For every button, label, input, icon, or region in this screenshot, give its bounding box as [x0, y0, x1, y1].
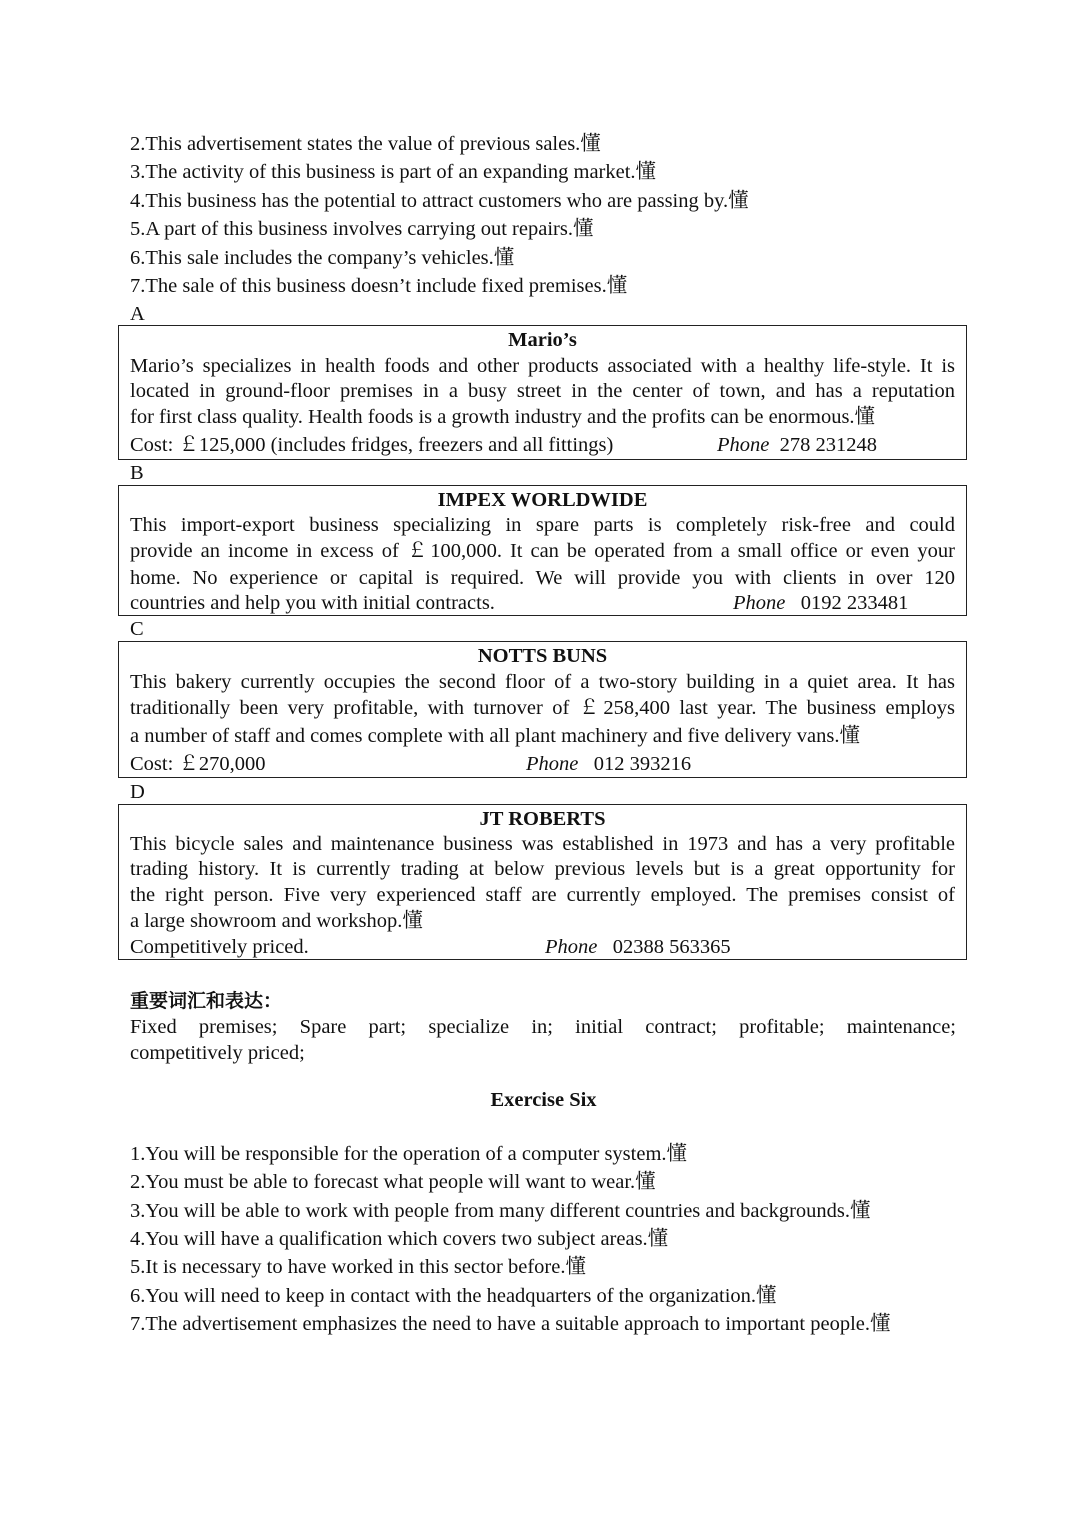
- ad-title: Mario’s: [508, 329, 577, 351]
- exercise-item: 4.You will have a qualification which covers two subject areas.懂: [130, 1228, 669, 1250]
- section-title: Exercise Six: [490, 1089, 597, 1111]
- ad-letter-c: C: [130, 618, 144, 640]
- ad-cost: Cost: ￡270,000: [130, 753, 266, 775]
- phone-number: 0192 233481: [800, 592, 909, 614]
- ad-text-line: This bicycle sales and maintenance business was established in 1973 and has a very profitable: [130, 833, 955, 855]
- phone-label: Phone: [733, 592, 786, 614]
- question-item: 2.This advertisement states the value of previous sales.懂: [130, 133, 601, 155]
- ad-cost: Competitively priced.: [130, 936, 309, 958]
- ad-text-line: for first class quality. Health foods is a growth industry and the profits can be enormous.懂: [130, 406, 876, 428]
- exercise-item: 3.You will be able to work with people from many different countries and backgrounds.懂: [130, 1200, 871, 1222]
- ad-box-impex-worldwide: [118, 485, 967, 616]
- ad-text-line: a number of staff and comes complete with all plant machinery and five delivery vans.懂: [130, 725, 860, 747]
- ad-letter-b: B: [130, 462, 144, 484]
- phone-number: 012 393216: [593, 753, 692, 775]
- ad-text-line: a large showroom and workshop.懂: [130, 910, 423, 932]
- vocab-line: competitively priced;: [130, 1042, 305, 1064]
- vocab-heading: 重要词汇和表达：: [130, 990, 283, 1012]
- ad-box-marios: [118, 325, 967, 460]
- ad-text-line: This import-export business specializing in spare parts is completely risk-free and could: [130, 514, 955, 536]
- question-item: 5.A part of this business involves carrying out repairs.懂: [130, 218, 594, 240]
- ad-phone: [733, 591, 908, 615]
- ad-title: IMPEX WORLDWIDE: [437, 489, 648, 511]
- phone-label: Phone: [717, 434, 770, 456]
- ad-phone: [526, 752, 691, 776]
- ad-text-line: This bakery currently occupies the second floor of a two-story building in a quiet area. It has: [130, 671, 955, 693]
- ad-cost: Cost: ￡125,000 (includes fridges, freezers and all fittings): [130, 434, 614, 456]
- ad-box-jt-roberts: [118, 804, 967, 960]
- question-item: 4.This business has the potential to attract customers who are passing by.懂: [130, 190, 749, 212]
- question-item: 6.This sale includes the company’s vehicles.懂: [130, 247, 515, 269]
- exercise-item: 7.The advertisement emphasizes the need to have a suitable approach to important people.懂: [130, 1313, 891, 1335]
- exercise-item: 6.You will need to keep in contact with the headquarters of the organization.懂: [130, 1285, 777, 1307]
- ad-text-line: traditionally been very profitable, with turnover of ￡258,400 last year. The business employs: [130, 697, 955, 719]
- exercise-item: 1.You will be responsible for the operation of a computer system.懂: [130, 1143, 688, 1165]
- vocab-line: Fixed premises; Spare part; specialize in; initial contract; profitable; maintenance;: [130, 1016, 956, 1038]
- ad-title: JT ROBERTS: [479, 808, 606, 830]
- ad-text-line: located in ground-floor premises in a busy street in the center of town, and has a reputation: [130, 380, 955, 402]
- phone-label: Phone: [526, 753, 579, 775]
- ad-title: NOTTS BUNS: [477, 645, 608, 667]
- ad-letter-a: A: [130, 303, 145, 325]
- ad-letter-d: D: [130, 781, 145, 803]
- phone-label: Phone: [545, 936, 598, 958]
- question-item: 3.The activity of this business is part of an expanding market.懂: [130, 161, 657, 183]
- question-item: 7.The sale of this business doesn’t include fixed premises.懂: [130, 275, 628, 297]
- ad-text-line: the right person. Five very experienced staff are currently employed. The premises consist of: [130, 884, 955, 906]
- phone-number: 278 231248: [779, 434, 877, 456]
- ad-text-line: countries and help you with initial contracts.: [130, 592, 495, 614]
- ad-phone: [717, 433, 877, 457]
- ad-text-line: trading history. It is currently trading at below previous levels but is a great opportunity for: [130, 858, 955, 880]
- exercise-item: 2.You must be able to forecast what people will want to wear.懂: [130, 1171, 656, 1193]
- ad-phone: [545, 935, 731, 959]
- ad-text-line: home. No experience or capital is required. We will provide you with clients in over 120: [130, 567, 955, 589]
- ad-text-line: provide an income in excess of ￡100,000. It can be operated from a small office or even your: [130, 540, 955, 562]
- exercise-item: 5.It is necessary to have worked in this sector before.懂: [130, 1256, 586, 1278]
- phone-number: 02388 563365: [612, 936, 731, 958]
- vocab-list: [130, 1014, 956, 1066]
- ad-box-notts-buns: [118, 641, 967, 778]
- ad-text-line: Mario’s specializes in health foods and other products associated with a healthy life-style. It is: [130, 355, 955, 377]
